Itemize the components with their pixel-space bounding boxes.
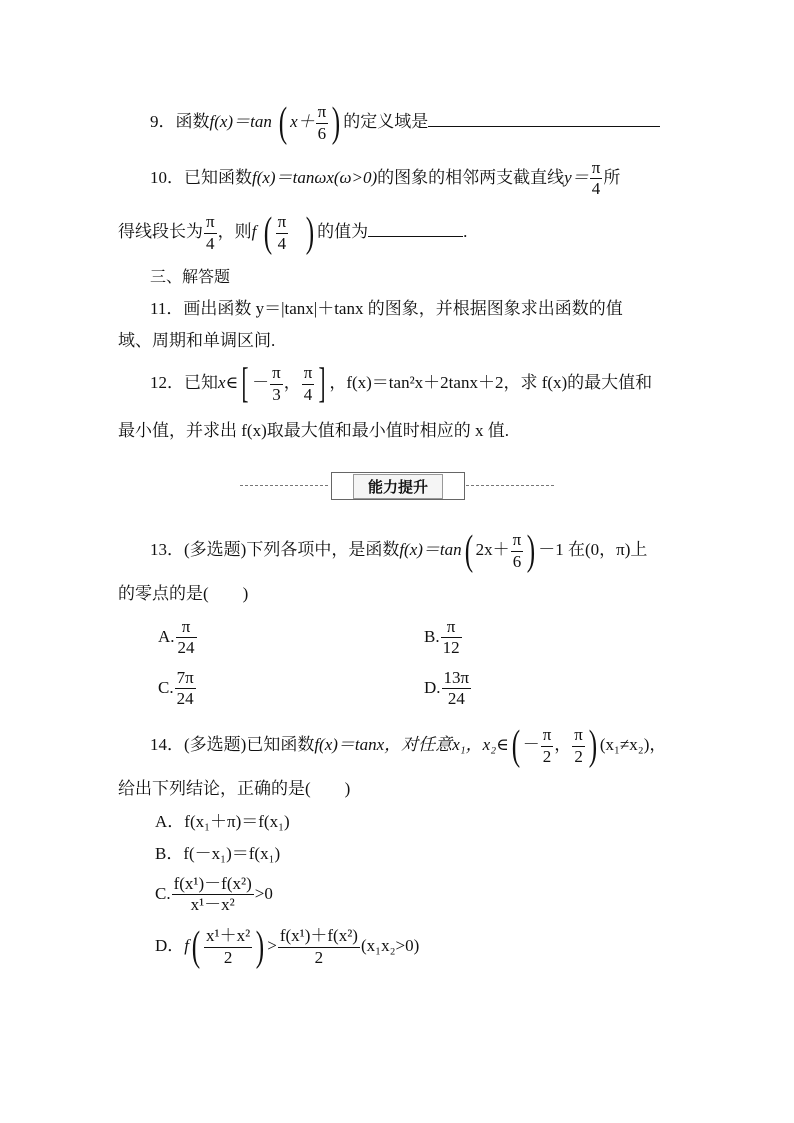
q12-line2: 最小值，并求出 f(x)取最大值和最小值时相应的 x 值. <box>118 421 509 440</box>
q12-frac1-num: π <box>270 363 283 384</box>
q12-right-bracket: ] <box>318 361 326 407</box>
q11-line2: 域、周期和单调区间. <box>118 331 276 350</box>
q12-lead: 12．已知 <box>150 372 218 392</box>
q9-x-plus: x＋ <box>290 111 315 131</box>
divider-dash-left <box>240 485 328 486</box>
q10-frac3-num: π <box>276 212 289 233</box>
q14-optd-num1: x¹＋x² <box>204 926 252 947</box>
q10-line2 <box>118 212 467 254</box>
q10-line2-tail: 的值为 <box>317 221 369 241</box>
q9-tail: 的定义域是 <box>343 111 429 131</box>
q10-line2-mid: ，则 <box>217 221 252 241</box>
q13-option-a[interactable] <box>158 617 198 659</box>
q9-line <box>150 102 660 144</box>
q12-frac1 <box>270 363 283 405</box>
q14-frac1-num: π <box>541 725 554 746</box>
option-label: A. <box>158 626 175 646</box>
q14-optd-num2: f(x¹)＋f(x²) <box>278 926 360 947</box>
q10-line2-lead: 得线段长为 <box>118 221 203 241</box>
q14-right-paren: ) <box>588 723 598 769</box>
option-fraction <box>441 617 462 659</box>
q10-frac1-num: π <box>590 158 603 179</box>
q10-line1 <box>150 158 620 200</box>
divider-dash-right <box>466 485 554 486</box>
q14-option-b[interactable]: B．f(－x₁)＝f(x₁) <box>155 844 281 863</box>
q12-func: ，f(x)＝tan²x＋2tanx＋2，求 f(x)的最大值和 <box>329 372 653 392</box>
q13-option-c[interactable] <box>158 668 197 710</box>
q14-neg: － <box>522 734 540 754</box>
option-label: D． <box>155 935 185 955</box>
q13-option-d[interactable] <box>424 668 472 710</box>
q14-lead: 14．(多选题)已知函数 <box>150 734 315 754</box>
q14-optd-f: f <box>184 935 190 955</box>
q10-fraction1 <box>590 158 603 200</box>
q10-frac2-den: 4 <box>206 233 215 253</box>
q12-left-bracket: [ <box>241 361 249 407</box>
q10-frac3-den: 4 <box>277 233 287 253</box>
q14-option-c[interactable] <box>155 874 273 916</box>
q14-optd-left-paren: ( <box>191 924 201 970</box>
q10-fraction2 <box>204 212 217 254</box>
q13-option-b[interactable] <box>424 617 463 659</box>
q14-optd-frac2 <box>278 926 360 968</box>
option-fraction <box>442 668 472 710</box>
q13-frac-num: π <box>511 530 524 551</box>
q14-cond: (x₁≠x₂)， <box>599 734 667 754</box>
q13-2x-plus: 2x＋ <box>475 539 510 559</box>
ability-label: 能力提升 <box>353 474 443 499</box>
q11-line1: 11．画出函数 y＝|tanx|＋tanx 的图象，并根据图象求出函数的值 <box>150 299 623 318</box>
q12-x-in: x∈ <box>218 372 239 392</box>
q10-answer-blank[interactable] <box>368 236 463 237</box>
option-label: C. <box>155 883 171 903</box>
q14-optd-gt: > <box>267 935 277 955</box>
q13-fraction <box>511 530 524 572</box>
q10-y: y＝ <box>564 167 589 187</box>
q12-comma: ， <box>283 372 301 392</box>
q9-lead: 9．函数 <box>150 111 210 131</box>
q13-func: f(x)＝tan <box>399 539 462 559</box>
ability-label-box <box>331 472 465 500</box>
q9-answer-blank[interactable] <box>428 126 660 127</box>
q10-line2-f: f <box>251 221 257 241</box>
q10-left-paren: ( <box>263 210 272 256</box>
q12-line1 <box>150 363 652 405</box>
q14-option-a[interactable]: A．f(x₁＋π)＝f(x₁) <box>155 812 290 831</box>
q9-frac-num: π <box>316 102 329 123</box>
q13-left-paren: ( <box>464 528 473 574</box>
q14-frac2 <box>572 725 585 767</box>
q14-line2: 给出下列结论，正确的是( ) <box>118 779 351 798</box>
ability-section-divider <box>240 472 554 500</box>
q13-line1 <box>150 530 647 572</box>
q9-fraction <box>316 102 329 144</box>
q13-tail: －1 在(0，π)上 <box>538 539 648 559</box>
q14-option-d[interactable] <box>155 926 419 968</box>
q13-lead: 13．(多选题)下列各项中，是函数 <box>150 539 400 559</box>
q10-right-paren: ) <box>305 210 315 256</box>
option-den: 24 <box>447 689 465 709</box>
q14-optc-num: f(x¹)－f(x²) <box>172 874 254 895</box>
q14-optd-frac1 <box>204 926 252 968</box>
q12-neg: － <box>252 372 270 392</box>
option-num: 7π <box>175 668 196 689</box>
q14-optc-tail: >0 <box>254 883 273 903</box>
q14-comma: ， <box>554 734 572 754</box>
q14-optd-den1: 2 <box>223 947 233 967</box>
option-fraction <box>176 617 197 659</box>
q14-frac2-num: π <box>572 725 585 746</box>
option-label: C. <box>158 677 174 697</box>
q14-line1 <box>150 725 666 767</box>
q9-right-paren: ) <box>332 100 341 146</box>
q14-frac1 <box>541 725 554 767</box>
q14-optd-right-paren: ) <box>256 924 265 970</box>
q13-frac-den: 6 <box>512 551 522 571</box>
section3-title: 三、解答题 <box>150 267 231 286</box>
q10-tail1: 所 <box>603 167 621 187</box>
option-den: 24 <box>177 638 195 658</box>
q10-period: . <box>463 221 468 241</box>
q10-mid: 的图象的相邻两支截直线 <box>377 167 565 187</box>
option-den: 12 <box>442 638 460 658</box>
q14-optd-den2: 2 <box>314 947 324 967</box>
q14-left-paren: ( <box>511 723 520 769</box>
q14-optc-fraction <box>172 874 254 916</box>
option-fraction <box>175 668 196 710</box>
q12-frac1-den: 3 <box>272 384 281 404</box>
q14-func: f(x)＝tanx，对任意 <box>314 734 453 754</box>
q12-frac2 <box>302 363 315 405</box>
q10-lead: 10．已知函数 <box>150 167 252 187</box>
q14-vars: x₁，x₂∈ <box>452 734 509 754</box>
option-num: π <box>176 617 197 638</box>
q9-left-paren: ( <box>278 100 288 146</box>
q14-optc-den: x¹－x² <box>190 895 235 915</box>
option-den: 24 <box>176 689 194 709</box>
q10-frac2-num: π <box>204 212 217 233</box>
q14-optd-tail: (x₁x₂>0) <box>360 935 420 955</box>
q13-right-paren: ) <box>527 528 536 574</box>
q10-func: f(x)＝tanωx(ω>0) <box>252 167 378 187</box>
option-num: π <box>441 617 462 638</box>
q10-frac1-den: 4 <box>591 179 601 199</box>
q14-frac2-den: 2 <box>574 746 583 766</box>
q13-line2: 的零点的是( ) <box>118 584 249 603</box>
option-num: 13π <box>442 668 472 689</box>
option-label: D. <box>424 677 441 697</box>
q10-fraction3 <box>276 212 289 254</box>
q12-frac2-num: π <box>302 363 315 384</box>
q9-func: f(x)＝tan <box>209 111 272 131</box>
q12-frac2-den: 4 <box>303 384 313 404</box>
q9-frac-den: 6 <box>317 123 327 143</box>
option-label: B. <box>424 626 440 646</box>
q14-frac1-den: 2 <box>542 746 552 766</box>
